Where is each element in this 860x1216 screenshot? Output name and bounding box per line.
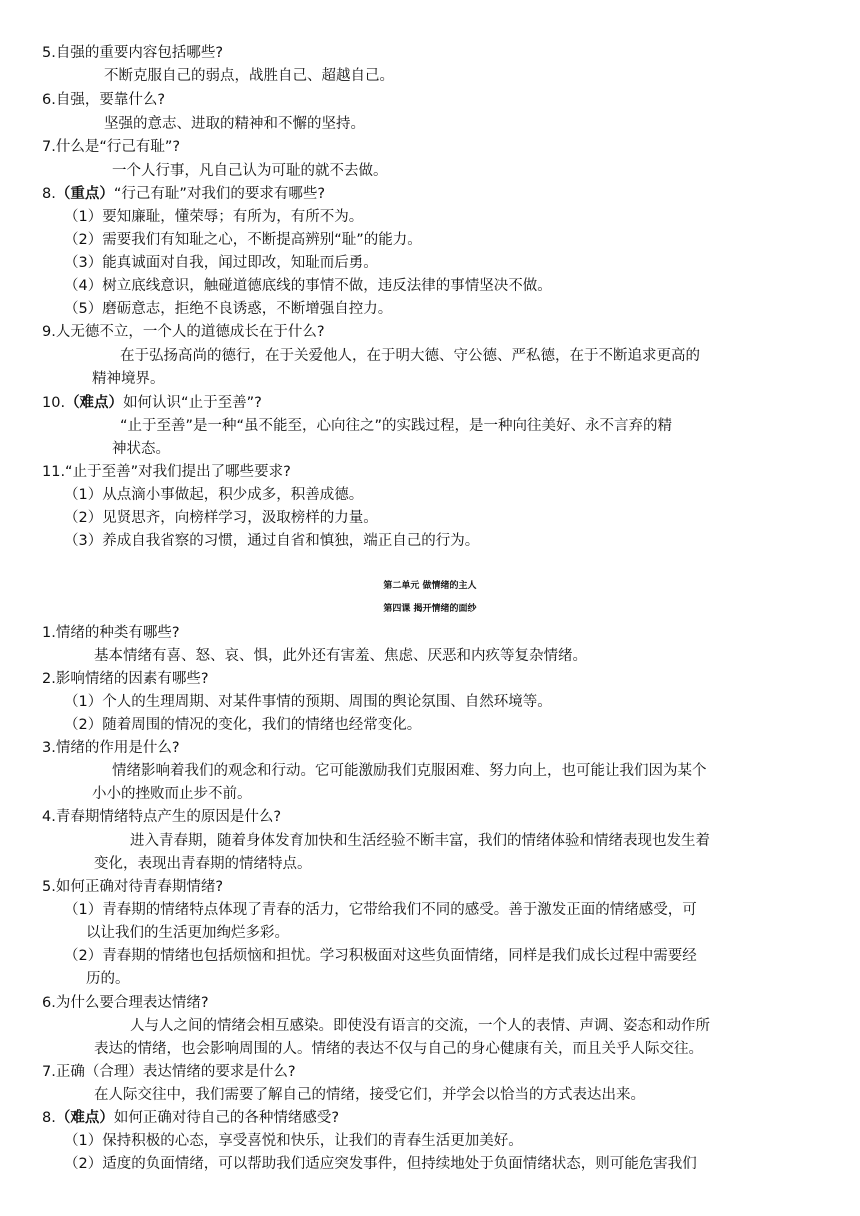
- answer-line: 表达的情绪，也会影响周围的人。情绪的表达不仅与自己的身心健康有关，而且关乎人际交往。: [94, 1041, 703, 1057]
- answer-line: 变化，表现出青春期的情绪特点。: [94, 856, 312, 872]
- answer-line: 小小的挫败而止步不前。: [92, 786, 252, 802]
- answer-line: 在人际交往中，我们需要了解自己的情绪，接受它们，并学会以恰当的方式表达出来。: [94, 1087, 645, 1103]
- answer-line: 神状态。: [112, 441, 170, 457]
- list-item: （1）要知廉耻，懂荣辱；有所为，有所不为。: [64, 209, 364, 225]
- question-number: 10.: [42, 395, 66, 411]
- list-item: （5）磨砺意志，拒绝不良诱惑，不断增强自控力。: [64, 301, 393, 317]
- question-line: 5.自强的重要内容包括哪些?: [42, 45, 224, 61]
- list-item: （3）养成自我省察的习惯，通过自省和慎独，端正自己的行为。: [64, 533, 480, 549]
- answer-line: 一个人行事，凡自己认为可耻的就不去做。: [112, 163, 388, 179]
- question-text: 如何认识“止于至善”?: [123, 395, 262, 411]
- question-number: 8.: [42, 186, 56, 202]
- question-line: 11.“止于至善”对我们提出了哪些要求?: [42, 464, 291, 480]
- question-line: 4.青春期情绪特点产生的原因是什么?: [42, 809, 282, 825]
- question-line: 6.自强，要靠什么?: [42, 92, 166, 108]
- answer-line: 坚强的意志、进取的精神和不懈的坚持。: [104, 116, 365, 132]
- list-item: （4）树立底线意识，触碰道德底线的事情不做，违反法律的事情坚决不做。: [64, 278, 552, 294]
- answer-line: 情绪影响着我们的观念和行动。它可能激励我们克服困难、努力向上，也可能让我们因为某个: [112, 763, 707, 779]
- answer-line: 精神境界。: [92, 371, 165, 387]
- list-item: （3）能真诚面对自我，闻过即改，知耻而后勇。: [64, 255, 378, 271]
- question-line: [42, 184, 325, 206]
- lesson-heading: 第四课 揭开情绪的面纱: [383, 604, 477, 614]
- question-line: 1.情绪的种类有哪些?: [42, 625, 180, 641]
- list-item: （1）个人的生理周期、对某件事情的预期、周围的舆论氛围、自然环境等。: [64, 694, 552, 710]
- question-line: 9.人无德不立，一个人的道德成长在于什么?: [42, 324, 325, 340]
- question-line: [42, 393, 262, 415]
- question-line: 3.情绪的作用是什么?: [42, 740, 180, 756]
- list-item-continuation: 以让我们的生活更加绚烂多彩。: [86, 925, 289, 941]
- answer-line: “止于至善”是一种“虽不能至，心向往之”的实践过程，是一种向往美好、永不言弃的精: [120, 418, 673, 434]
- difficulty-tag: （难点）: [55, 1110, 114, 1126]
- question-line: [42, 1108, 339, 1130]
- question-number: 8.: [42, 1110, 56, 1126]
- question-line: 2.影响情绪的因素有哪些?: [42, 671, 209, 687]
- question-line: 7.正确（合理）表达情绪的要求是什么?: [42, 1064, 296, 1080]
- list-item: （2）青春期的情绪也包括烦恼和担忧。学习积极面对这些负面情绪，同样是我们成长过程中需要经: [64, 948, 697, 964]
- question-text: 如何正确对待自己的各种情绪感受?: [113, 1110, 340, 1126]
- list-item: （1）从点滴小事做起，积少成多，积善成德。: [64, 487, 364, 503]
- answer-line: 在于弘扬高尚的德行，在于关爱他人，在于明大德、守公德、严私德，在于不断追求更高的: [120, 348, 700, 364]
- difficulty-tag: （难点）: [65, 395, 124, 411]
- key-point-tag: （重点）: [55, 186, 114, 202]
- list-item-continuation: 历的。: [86, 971, 130, 987]
- answer-line: 不断克服自己的弱点，战胜自己、超越自己。: [104, 68, 394, 84]
- question-line: 5.如何正确对待青春期情绪?: [42, 879, 224, 895]
- list-item: （2）见贤思齐，向榜样学习，汲取榜样的力量。: [64, 510, 378, 526]
- list-item: （2）适度的负面情绪，可以帮助我们适应突发事件，但持续地处于负面情绪状态，则可能危害我们: [64, 1156, 697, 1172]
- list-item: （2）随着周围的情况的变化，我们的情绪也经常变化。: [64, 717, 422, 733]
- question-line: 7.什么是“行己有耻”?: [42, 139, 181, 155]
- answer-line: 人与人之间的情绪会相互感染。即使没有语言的交流，一个人的表情、声调、姿态和动作所: [130, 1018, 710, 1034]
- unit-heading: 第二单元 做情绪的主人: [383, 581, 477, 591]
- list-item: （1）青春期的情绪特点体现了青春的活力，它带给我们不同的感受。善于激发正面的情绪感受，可: [64, 902, 697, 918]
- question-line: 6.为什么要合理表达情绪?: [42, 995, 209, 1011]
- list-item: （2）需要我们有知耻之心，不断提高辨别“耻”的能力。: [64, 232, 422, 248]
- answer-line: 进入青春期，随着身体发育加快和生活经验不断丰富，我们的情绪体验和情绪表现也发生着: [130, 833, 710, 849]
- list-item: （1）保持积极的心态，享受喜悦和快乐，让我们的青春生活更加美好。: [64, 1133, 523, 1149]
- answer-line: 基本情绪有喜、怒、哀、惧，此外还有害羞、焦虑、厌恶和内疚等复杂情绪。: [94, 648, 587, 664]
- question-text: “行己有耻”对我们的要求有哪些?: [113, 186, 326, 202]
